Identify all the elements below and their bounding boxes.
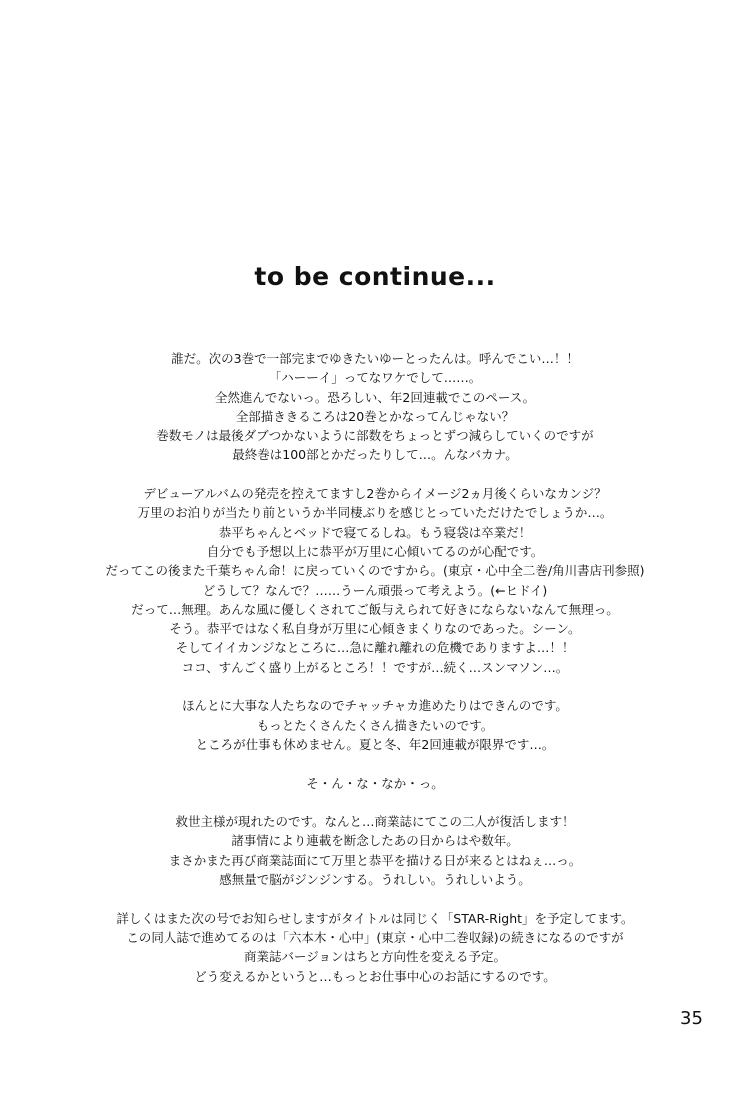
text-line: 恭平ちゃんとベッドで寝てるしね。もう寝袋は卒業だ！ xyxy=(218,524,532,540)
text-line: 巻数モノは最後ダブつかないように部数をちょっとずつ減らしていくのですが xyxy=(156,428,594,444)
text-line: デビューアルバムの発売を控えてますし2巻からイメージ2ヵ月後くらいなカンジ？ xyxy=(143,486,607,502)
paragraph-transition xyxy=(90,774,660,793)
text-line: どう変えるかというと…もっとお仕事中心のお話にするのです。 xyxy=(194,968,556,984)
text-line: 感無量で脳がジンジンする。うれしい。うれしいよう。 xyxy=(219,872,531,888)
text-line: 自分でも予想以上に恭平が万里に心傾いてるのが心配です。 xyxy=(206,543,544,559)
page-title: to be continue... xyxy=(254,262,496,291)
text-line: 誰だ。次の3巻で一部完までゆきたいゆーとったんは。呼んでこい…！！ xyxy=(171,351,579,366)
text-line: だって…無理。あんな風に優しくされてご飯与えられて好きにならないなんて無理っ。 xyxy=(131,601,619,617)
text-line: そ・ん・な・なか・っ。 xyxy=(306,775,444,791)
paragraph-volume-progress xyxy=(90,349,660,465)
paragraph-story xyxy=(90,484,660,677)
text-line: 全然進んでないっ。恐ろしい、年2回連載でこのペース。 xyxy=(214,389,536,405)
text-line: そう。恭平ではなく私自身が万里に心傾きまくりなのであった。シーン。 xyxy=(169,621,581,637)
text-line: もっとたくさんたくさん描きたいのです。 xyxy=(256,717,494,733)
text-line: ほんとに大事な人たちなのでチャッチャカ進めたりはできんのです。 xyxy=(182,698,568,714)
text-line: そしてイイカンジなところに…急に離れ離れの危機でありますよ…！！ xyxy=(175,640,575,656)
paragraph-pace xyxy=(90,696,660,754)
text-line: 救世主様が現れたのです。なんと…商業誌にてこの二人が復活します！ xyxy=(175,814,575,830)
paragraph-announcement xyxy=(90,812,660,889)
text-line: 全部描ききるころは20巻とかなってんじゃない？ xyxy=(235,408,515,424)
text-line: この同人誌で進めてるのは「六本木・心中」(東京・心中二巻収録)の続きになるのですが xyxy=(126,929,624,945)
text-line: ココ、すんごく盛り上がるところ！！ですが…続く…スンマソン…。 xyxy=(181,659,569,675)
text-line: だってこの後また千葉ちゃん命！に戻っていくのですから。(東京・心中全二巻/角川書店刊参照) xyxy=(105,563,645,579)
text-line: 諸事情により連載を断念したあの日からはや数年。 xyxy=(231,833,519,849)
text-line: ところが仕事も休めません。夏と冬、年2回連載が限界です…。 xyxy=(195,736,555,752)
afterword-text xyxy=(90,349,660,1005)
text-line: 詳しくはまた次の号でお知らせしますがタイトルは同じく「STAR-Right」を予定してます。 xyxy=(116,910,634,926)
paragraph-details xyxy=(90,909,660,986)
text-line: どうして？なんで？……うーん頑張って考えよう。(←ヒドイ) xyxy=(202,582,548,598)
page-number: 35 xyxy=(680,1008,703,1029)
text-line: 商業誌バージョンはちと方向性を変える予定。 xyxy=(243,949,506,965)
text-line: 最終巻は100部とかだったりして…。んなバカナ。 xyxy=(232,447,518,463)
text-line: 「ハーーイ」ってなワケでして……。 xyxy=(268,370,482,386)
text-line: 万里のお泊りが当たり前というか半同棲ぶりを感じとっていただけたでしょうか…。 xyxy=(137,505,613,521)
text-line: まさかまた再び商業誌面にて万里と恭平を描ける日が来るとはねぇ…っ。 xyxy=(168,852,582,868)
